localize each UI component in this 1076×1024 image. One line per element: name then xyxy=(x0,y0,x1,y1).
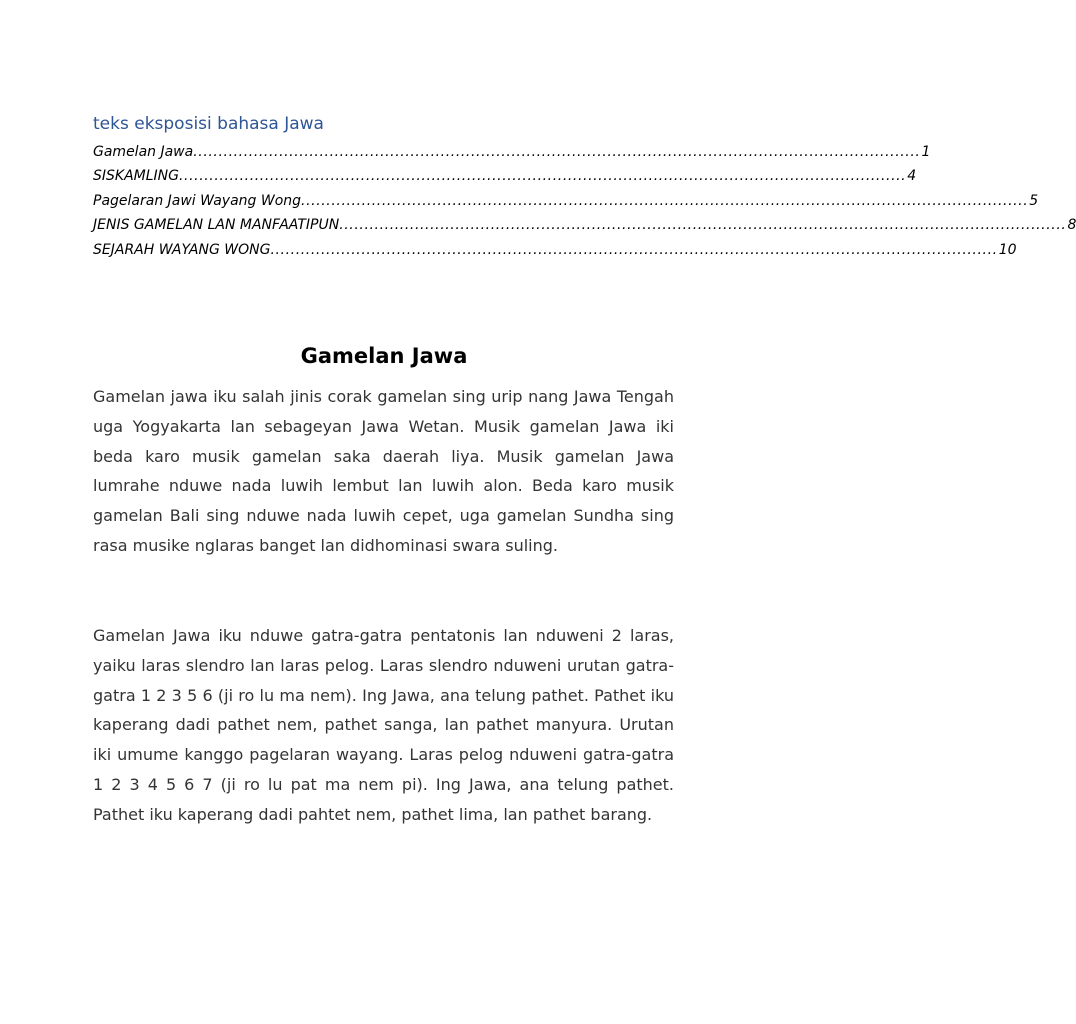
toc-entry[interactable] xyxy=(93,144,931,168)
body-paragraph: Gamelan jawa iku salah jinis corak gamelan sing urip nang Jawa Tengah uga Yogyakarta lan sebageyan Jawa Wetan. Musik gamelan Jawa iki beda karo musik gamelan saka daerah liya. Musik gamelan Jawa lumrahe nduwe nada luwih lembut lan luwih alon. Beda karo musik gamelan Bali sing nduwe nada luwih cepet, uga gamelan Sundha sing rasa musike nglaras banget lan didhominasi swara suling. xyxy=(93,387,674,555)
toc-entry-page: 8 xyxy=(1067,217,1076,234)
toc-dot-leader: ................................................................................................................................................ xyxy=(193,144,921,160)
toc-entry-page: 10 xyxy=(998,241,1017,258)
toc-dot-leader: ................................................................................................................................................ xyxy=(270,241,998,258)
body-paragraph: Gamelan Jawa iku nduwe gatra-gatra pentatonis lan nduweni 2 laras, yaiku laras slendro lan laras pelog. Laras slendro nduweni urutan gatra-gatra 1 2 3 5 6 (ji ro lu ma nem). Ing Jawa, ana telung pathet. Pathet iku kaperang dadi pathet nem, pathet sanga, lan pathet manyura. Urutan iki umume kanggo pagelaran wayang. Laras pelog nduweni gatra-gatra 1 2 3 4 5 6 7 (ji ro lu pat ma nem pi). Ing Jawa, ana telung pathet. Pathet iku kaperang dadi pahtet nem, pathet lima, lan pathet barang. xyxy=(93,626,674,824)
document-title: Gamelan Jawa xyxy=(300,344,468,369)
toc-dot-leader: ................................................................................................................................................ xyxy=(339,217,1067,234)
toc-entry-title: Pagelaran Jawi Wayang Wong xyxy=(93,192,302,209)
toc-entry-title: SEJARAH WAYANG WONG xyxy=(93,241,271,258)
toc-entry-title: JENIS GAMELAN LAN MANFAATIPUN xyxy=(93,217,340,234)
table-of-contents xyxy=(93,144,1076,266)
toc-entry-title: Gamelan Jawa xyxy=(93,144,194,160)
toc-entry-page: 4 xyxy=(907,168,917,185)
toc-entry[interactable] xyxy=(93,168,917,192)
toc-entry[interactable] xyxy=(93,192,1039,217)
toc-entry[interactable] xyxy=(93,241,1017,266)
toc-dot-leader: ................................................................................................................................................ xyxy=(301,192,1029,209)
toc-entry-title: SISKAMLING xyxy=(93,168,179,185)
toc-heading: teks eksposisi bahasa Jawa xyxy=(93,114,324,134)
toc-dot-leader: ................................................................................................................................................ xyxy=(179,168,907,185)
toc-entry[interactable] xyxy=(93,217,1076,241)
toc-entry-page: 5 xyxy=(1029,192,1039,209)
toc-entry-page: 1 xyxy=(921,144,931,160)
